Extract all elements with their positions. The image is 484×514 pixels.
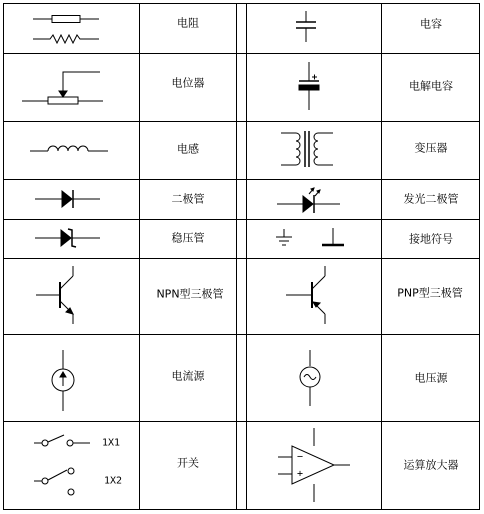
zener-diode-symbol <box>35 229 100 247</box>
label-npn-transistor: NPN型三极管 <box>156 287 224 301</box>
label-ground: 接地符号 <box>409 232 453 246</box>
potentiometer-symbol <box>22 72 103 104</box>
led-symbol <box>277 188 340 213</box>
label-resistor: 电阻 <box>177 16 199 30</box>
voltage-source-symbol <box>300 350 320 406</box>
label-switch: 开关 <box>177 456 199 470</box>
diode-symbol <box>35 190 100 208</box>
opamp-minus-sign: − <box>296 451 304 463</box>
label-capacitor: 电容 <box>420 17 442 31</box>
switch-tag-1: 1X1 <box>101 437 121 449</box>
switch-tag-2: 1X2 <box>103 475 123 487</box>
label-current-source: 电流源 <box>171 369 205 383</box>
op-amp-symbol <box>278 428 350 502</box>
label-voltage-source: 电压源 <box>414 371 448 385</box>
label-diode: 二极管 <box>171 192 205 206</box>
ground-symbol <box>276 228 344 245</box>
switch-symbol <box>34 435 90 495</box>
npn-transistor-symbol <box>36 266 73 324</box>
label-inductor: 电感 <box>177 142 199 156</box>
capacitor-symbol <box>296 11 316 42</box>
transformer-symbol <box>281 131 333 167</box>
label-electrolytic-capacitor: 电解电容 <box>409 79 453 93</box>
opamp-plus-sign: + <box>296 468 304 480</box>
electrolytic-capacitor-symbol <box>299 62 319 110</box>
label-led: 发光二极管 <box>403 192 459 206</box>
current-source-symbol <box>52 350 74 411</box>
label-transformer: 变压器 <box>414 141 448 155</box>
label-op-amp: 运算放大器 <box>403 458 459 472</box>
label-potentiometer: 电位器 <box>171 76 205 90</box>
pnp-transistor-symbol <box>286 266 325 324</box>
resistor-symbol <box>33 16 99 44</box>
label-pnp-transistor: PNP型三极管 <box>397 286 463 300</box>
inductor-symbol <box>30 146 108 151</box>
label-zener-diode: 稳压管 <box>171 231 205 245</box>
